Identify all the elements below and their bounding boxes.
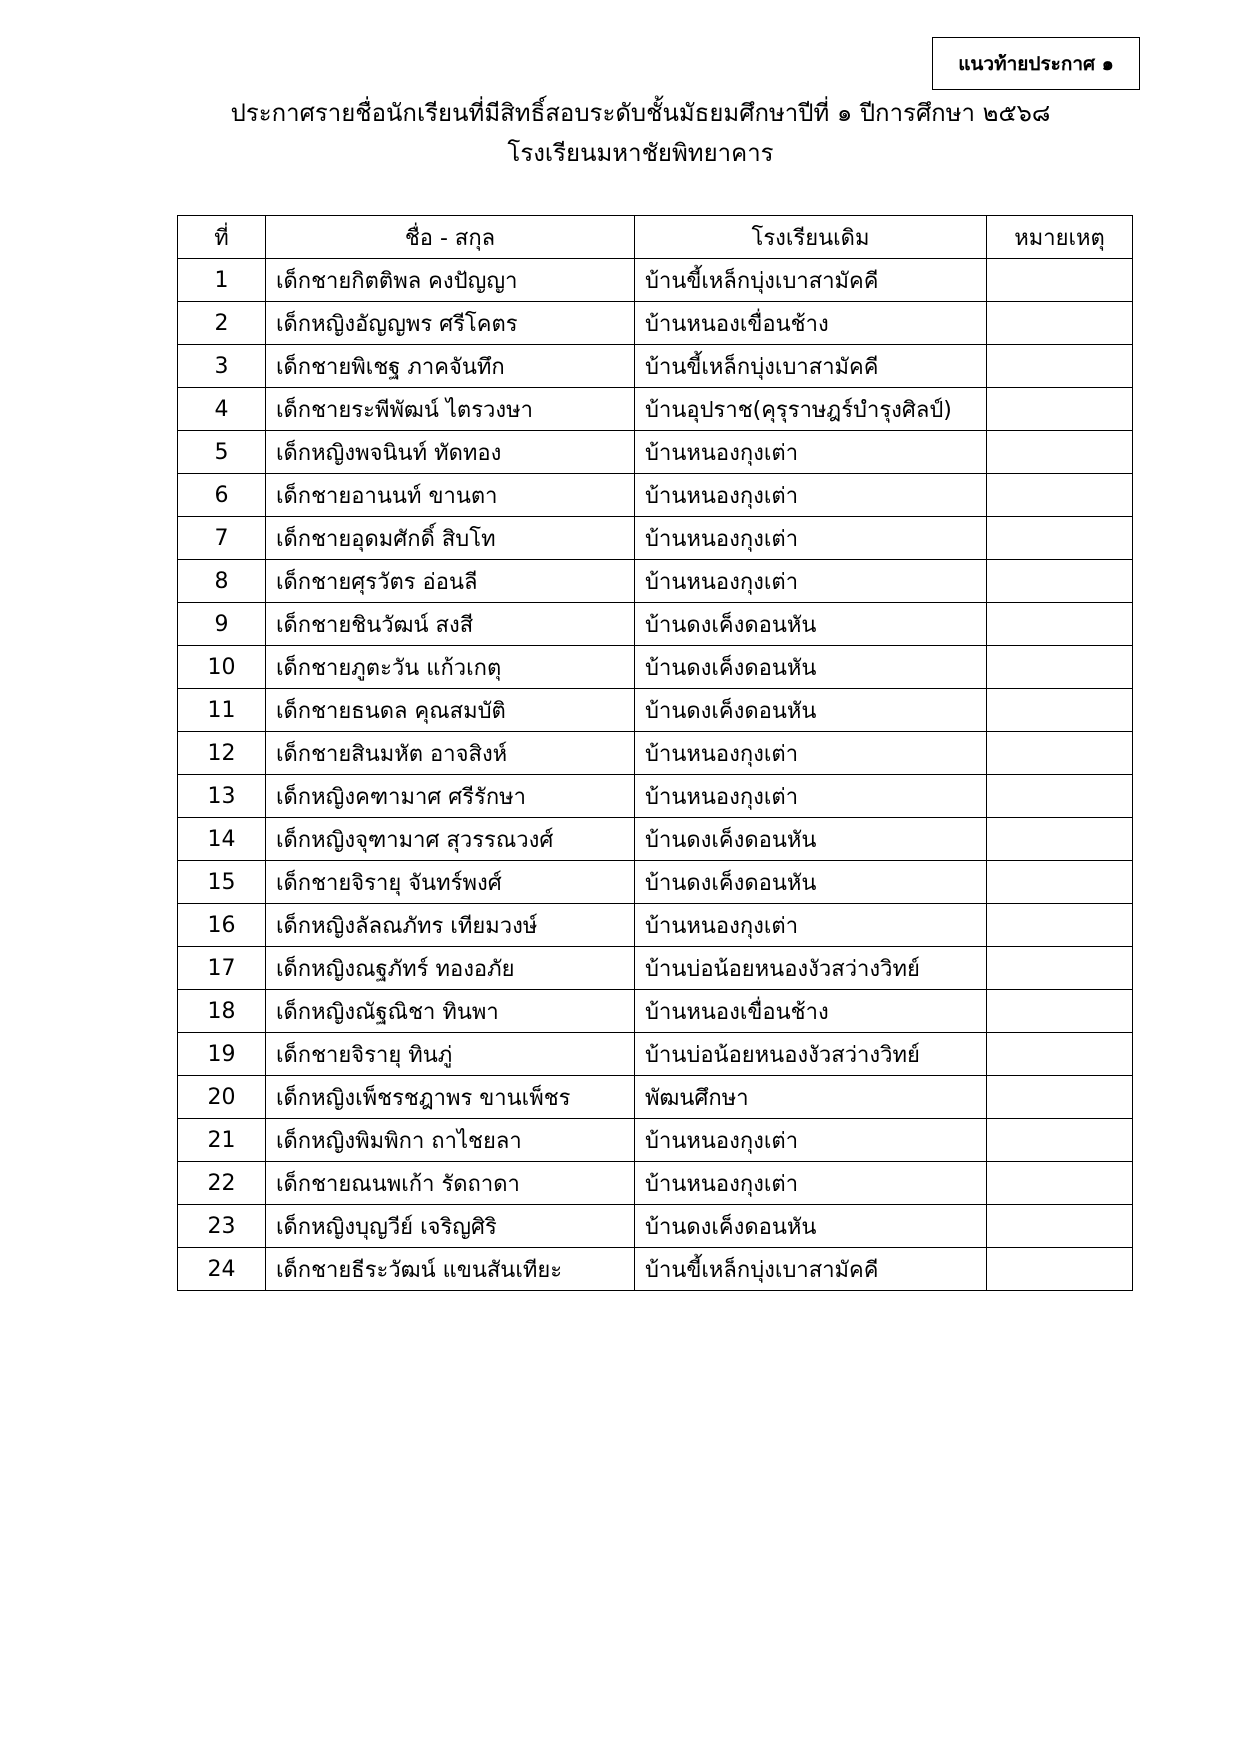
student-name: เด็กชายพิเชฐ ภาคจันทึก xyxy=(266,345,635,388)
table-row xyxy=(178,775,1133,818)
table-row xyxy=(178,861,1133,904)
row-note xyxy=(987,1119,1133,1162)
table-row xyxy=(178,818,1133,861)
row-number: 21 xyxy=(178,1119,266,1162)
previous-school: บ้านหนองกุงเต่า xyxy=(635,517,987,560)
row-note xyxy=(987,302,1133,345)
student-name: เด็กหญิงอัญญพร ศรีโคตร xyxy=(266,302,635,345)
header-name: ชื่อ - สกุล xyxy=(266,216,635,259)
row-note xyxy=(987,775,1133,818)
table-row xyxy=(178,388,1133,431)
previous-school: บ้านขี้เหล็กบุ่งเบาสามัคคี xyxy=(635,345,987,388)
row-number: 15 xyxy=(178,861,266,904)
previous-school: บ้านอุปราช(คุรุราษฎร์บำรุงศิลป์) xyxy=(635,388,987,431)
previous-school: บ้านหนองเขื่อนช้าง xyxy=(635,990,987,1033)
student-name: เด็กหญิงณฐภัทร์ ทองอภัย xyxy=(266,947,635,990)
previous-school: บ้านขี้เหล็กบุ่งเบาสามัคคี xyxy=(635,1248,987,1291)
previous-school: บ้านหนองกุงเต่า xyxy=(635,904,987,947)
row-number: 5 xyxy=(178,431,266,474)
previous-school: บ้านดงเค็งดอนหัน xyxy=(635,603,987,646)
table-row xyxy=(178,474,1133,517)
table-row xyxy=(178,259,1133,302)
table-row xyxy=(178,732,1133,775)
table-row xyxy=(178,517,1133,560)
row-note xyxy=(987,345,1133,388)
student-name: เด็กชายจิรายุ ทินภู่ xyxy=(266,1033,635,1076)
row-note xyxy=(987,1248,1133,1291)
row-note xyxy=(987,1162,1133,1205)
previous-school: บ้านหนองกุงเต่า xyxy=(635,560,987,603)
table-row xyxy=(178,1205,1133,1248)
student-name: เด็กชายภูตะวัน แก้วเกตุ xyxy=(266,646,635,689)
row-number: 17 xyxy=(178,947,266,990)
row-note xyxy=(987,904,1133,947)
previous-school: บ้านหนองกุงเต่า xyxy=(635,1119,987,1162)
row-note xyxy=(987,431,1133,474)
row-note xyxy=(987,388,1133,431)
school-name-title: โรงเรียนมหาชัยพิทยาคาร xyxy=(507,139,774,167)
row-number: 18 xyxy=(178,990,266,1033)
student-name: เด็กหญิงบุญวีย์ เจริญศิริ xyxy=(266,1205,635,1248)
row-note xyxy=(987,689,1133,732)
row-number: 8 xyxy=(178,560,266,603)
previous-school: บ้านหนองกุงเต่า xyxy=(635,431,987,474)
student-name: เด็กหญิงเพ็ชรชฎาพร ขานเพ็ชร xyxy=(266,1076,635,1119)
table-row xyxy=(178,431,1133,474)
student-name: เด็กหญิงคฑามาศ ศรีรักษา xyxy=(266,775,635,818)
row-note xyxy=(987,947,1133,990)
student-name: เด็กหญิงจุฑามาศ สุวรรณวงศ์ xyxy=(266,818,635,861)
header-row xyxy=(178,216,1133,259)
previous-school: บ้านดงเค็งดอนหัน xyxy=(635,646,987,689)
previous-school: บ้านบ่อน้อยหนองงัวสว่างวิทย์ xyxy=(635,1033,987,1076)
row-note xyxy=(987,732,1133,775)
table-row xyxy=(178,990,1133,1033)
student-name: เด็กชายกิตติพล คงปัญญา xyxy=(266,259,635,302)
row-number: 24 xyxy=(178,1248,266,1291)
student-name: เด็กชายศุรวัตร อ่อนลี xyxy=(266,560,635,603)
table-body xyxy=(178,259,1133,1291)
previous-school: บ้านดงเค็งดอนหัน xyxy=(635,1205,987,1248)
student-name: เด็กชายธีระวัฒน์ แขนสันเทียะ xyxy=(266,1248,635,1291)
previous-school: บ้านหนองเขื่อนช้าง xyxy=(635,302,987,345)
table-row xyxy=(178,603,1133,646)
row-note xyxy=(987,259,1133,302)
row-note xyxy=(987,474,1133,517)
row-number: 3 xyxy=(178,345,266,388)
student-name: เด็กหญิงลัลณภัทร เทียมวงษ์ xyxy=(266,904,635,947)
header-no: ที่ xyxy=(178,216,266,259)
student-name: เด็กหญิงพจนินท์ ทัดทอง xyxy=(266,431,635,474)
table-row xyxy=(178,1119,1133,1162)
row-note xyxy=(987,990,1133,1033)
previous-school: บ้านหนองกุงเต่า xyxy=(635,474,987,517)
row-number: 1 xyxy=(178,259,266,302)
previous-school: บ้านบ่อน้อยหนองงัวสว่างวิทย์ xyxy=(635,947,987,990)
previous-school: บ้านขี้เหล็กบุ่งเบาสามัคคี xyxy=(635,259,987,302)
table-row xyxy=(178,1076,1133,1119)
student-name: เด็กชายสินมหัต อาจสิงห์ xyxy=(266,732,635,775)
row-note xyxy=(987,517,1133,560)
previous-school: บ้านหนองกุงเต่า xyxy=(635,1162,987,1205)
row-note xyxy=(987,560,1133,603)
student-name: เด็กชายระพีพัฒน์ ไตรวงษา xyxy=(266,388,635,431)
row-number: 13 xyxy=(178,775,266,818)
previous-school: บ้านดงเค็งดอนหัน xyxy=(635,689,987,732)
row-note xyxy=(987,818,1133,861)
table-row xyxy=(178,947,1133,990)
row-number: 7 xyxy=(178,517,266,560)
table-row xyxy=(178,904,1133,947)
table-row xyxy=(178,560,1133,603)
row-number: 2 xyxy=(178,302,266,345)
row-number: 9 xyxy=(178,603,266,646)
table-row xyxy=(178,302,1133,345)
previous-school: พัฒนศึกษา xyxy=(635,1076,987,1119)
row-note xyxy=(987,603,1133,646)
row-number: 12 xyxy=(178,732,266,775)
row-number: 19 xyxy=(178,1033,266,1076)
student-name: เด็กชายชินวัฒน์ สงสี xyxy=(266,603,635,646)
row-number: 14 xyxy=(178,818,266,861)
previous-school: บ้านหนองกุงเต่า xyxy=(635,732,987,775)
row-number: 22 xyxy=(178,1162,266,1205)
row-number: 16 xyxy=(178,904,266,947)
student-name: เด็กหญิงณัฐณิชา ทินพา xyxy=(266,990,635,1033)
header-school: โรงเรียนเดิม xyxy=(635,216,987,259)
table-row xyxy=(178,1248,1133,1291)
student-name: เด็กชายจิรายุ จันทร์พงศ์ xyxy=(266,861,635,904)
previous-school: บ้านดงเค็งดอนหัน xyxy=(635,818,987,861)
table-row xyxy=(178,1033,1133,1076)
previous-school: บ้านดงเค็งดอนหัน xyxy=(635,861,987,904)
row-number: 11 xyxy=(178,689,266,732)
student-name: เด็กชายธนดล คุณสมบัติ xyxy=(266,689,635,732)
student-name: เด็กชายอานนท์ ขานตา xyxy=(266,474,635,517)
table-header xyxy=(178,216,1133,259)
announcement-title: ประกาศรายชื่อนักเรียนที่มีสิทธิ์สอบระดับชั้นมัธยมศึกษาปีที่ ๑ ปีการศึกษา ๒๕๖๘ xyxy=(230,99,1051,127)
student-name: เด็กชายณนพเก้า รัดถาดา xyxy=(266,1162,635,1205)
row-number: 6 xyxy=(178,474,266,517)
table-row xyxy=(178,1162,1133,1205)
student-roster-table xyxy=(177,215,1133,1291)
row-number: 20 xyxy=(178,1076,266,1119)
row-number: 4 xyxy=(178,388,266,431)
header-note: หมายเหตุ xyxy=(987,216,1133,259)
table-row xyxy=(178,689,1133,732)
previous-school: บ้านหนองกุงเต่า xyxy=(635,775,987,818)
student-name: เด็กชายอุดมศักดิ์ สิบโท xyxy=(266,517,635,560)
row-number: 23 xyxy=(178,1205,266,1248)
annex-label: แนวท้ายประกาศ ๑ xyxy=(932,37,1140,90)
row-note xyxy=(987,1205,1133,1248)
row-note xyxy=(987,646,1133,689)
table-row xyxy=(178,646,1133,689)
row-note xyxy=(987,1033,1133,1076)
student-name: เด็กหญิงพิมพิกา ถาไชยลา xyxy=(266,1119,635,1162)
row-number: 10 xyxy=(178,646,266,689)
row-note xyxy=(987,861,1133,904)
table-row xyxy=(178,345,1133,388)
row-note xyxy=(987,1076,1133,1119)
